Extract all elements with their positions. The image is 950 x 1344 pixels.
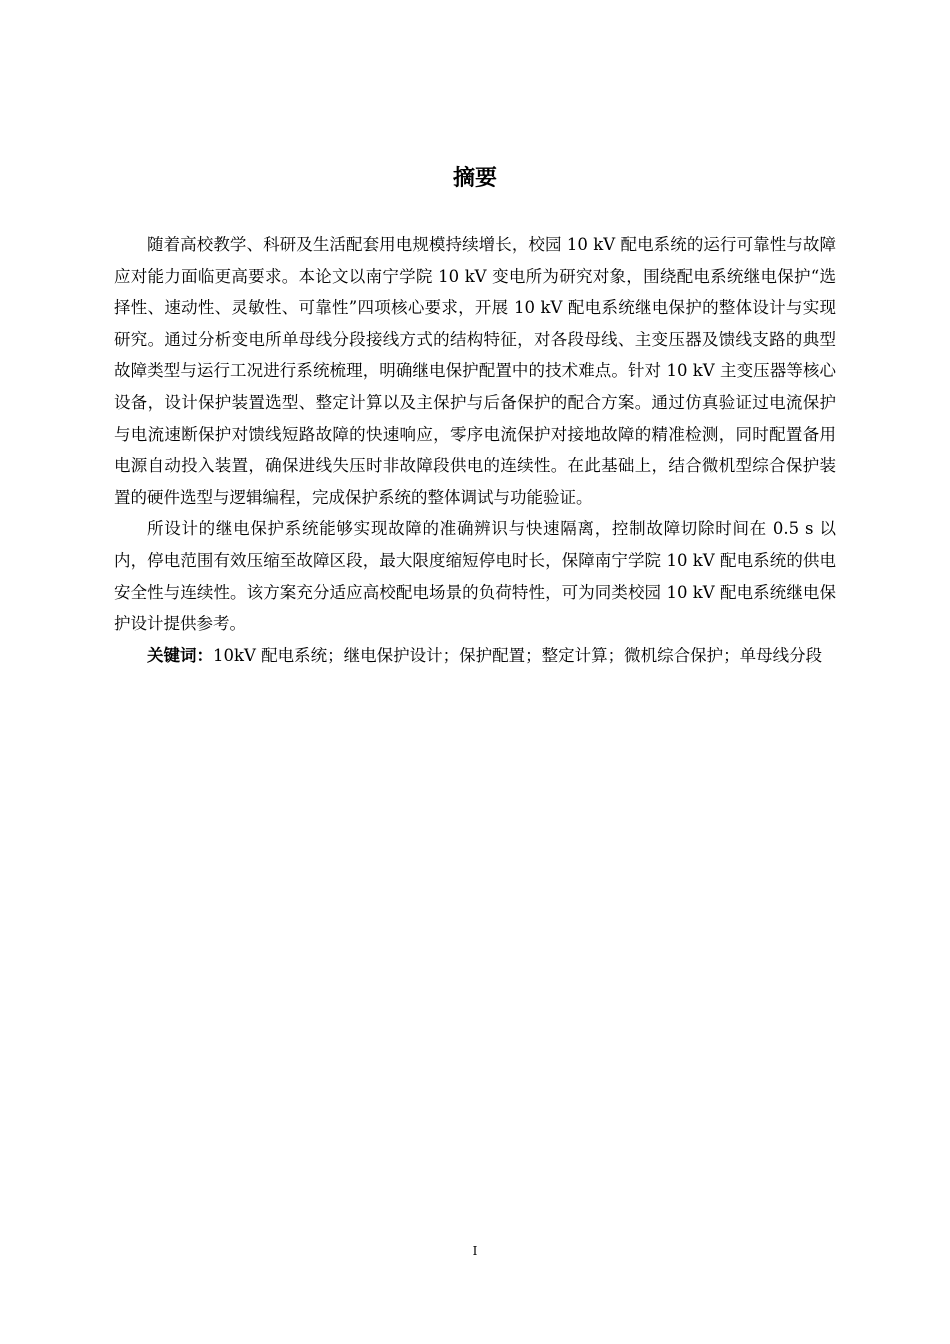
keywords-label: 关键词： [147,645,213,665]
keywords-text: 10kV 配电系统；继电保护设计；保护配置；整定计算；微机综合保护；单母线分段 [213,645,823,665]
page-title: 摘要 [452,166,497,191]
abstract-paragraph-2: 所设计的继电保护系统能够实现故障的准确辨识与快速隔离，控制故障切除时间在 0.5 s 以内，停电范围有效压缩至故障区段，最大限度缩短停电时长，保障南宁学院 10 kV 配电系统的供电安全性与连续性。该方案充分适应高校配电场景的负荷特性，可为同类校园 10 kV 配电系统继电保护设计提供参考。 [114,519,836,634]
page-number: I [472,1244,478,1258]
abstract-paragraph-1: 随着高校教学、科研及生活配套用电规模持续增长，校园 10 kV 配电系统的运行可靠性与故障应对能力面临更高要求。本论文以南宁学院 10 kV 变电所为研究对象，围绕配电系统继电保护“选择性、速动性、灵敏性、可靠性”四项核心要求，开展 10 kV 配电系统继电保护的整体设计与实现研究。通过分析变电所单母线分段接线方式的结构特征，对各段母线、主变压器及馈线支路的典型故障类型与运行工况进行系统梳理，明确继电保护配置中的技术难点。针对 10 kV 主变压器等核心设备，设计保护装置选型、整定计算以及主保护与后备保护的配合方案。通过仿真验证过电流保护与电流速断保护对馈线短路故障的快速响应，零序电流保护对接地故障的精准检测，同时配置备用电源自动投入装置，确保进线失压时非故障段供电的连续性。在此基础上，结合微机型综合保护装置的硬件选型与逻辑编程，完成保护系统的整体调试与功能验证。 [114,235,836,507]
keywords-line [114,640,836,672]
abstract-body [114,229,836,671]
